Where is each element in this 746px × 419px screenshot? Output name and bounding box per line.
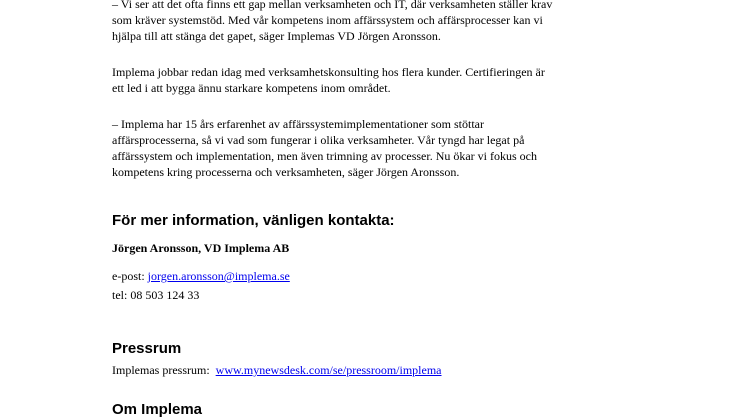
body-paragraph-2 bbox=[112, 64, 632, 96]
text-line: hjälpa till att stänga det gapet, säger Implemas VD Jörgen Aronsson. bbox=[112, 29, 441, 43]
press-label: Implemas pressrum: bbox=[112, 363, 216, 377]
quote-paragraph-1 bbox=[112, 0, 632, 44]
press-heading: Pressrum bbox=[112, 340, 182, 357]
press-line bbox=[112, 362, 632, 378]
email-label: e-post: bbox=[112, 269, 148, 283]
contact-phone: tel: 08 503 124 33 bbox=[112, 288, 200, 302]
about-heading: Om Implema bbox=[112, 401, 203, 418]
email-link[interactable]: jorgen.aronsson@implema.se bbox=[147, 269, 290, 283]
text-line: affärsprocesserna, så vi vad som fungerar i olika verksamheter. Vår tyngd har legat på bbox=[112, 133, 525, 147]
text-line: – Vi ser att det ofta finns ett gap mellan verksamheten och IT, där verksamheten ställer krav bbox=[112, 0, 553, 11]
text-line: – Implema har 15 års erfarenhet av affärssystemimplementationer som stöttar bbox=[112, 117, 484, 131]
contact-email-line bbox=[112, 268, 632, 284]
quote-paragraph-3 bbox=[112, 116, 632, 180]
text-line: ett led i att bygga ännu starkare kompetens inom området. bbox=[112, 81, 391, 95]
text-line: Implema jobbar redan idag med verksamhetskonsulting hos flera kunder. Certifieringen är bbox=[112, 65, 545, 79]
contact-heading: För mer information, vänligen kontakta: bbox=[112, 212, 395, 229]
contact-name: Jörgen Aronsson, VD Implema AB bbox=[112, 241, 290, 255]
pressroom-link[interactable]: www.mynewsdesk.com/se/pressroom/implema bbox=[215, 363, 442, 377]
text-line: kompetens kring processerna och verksamheten, säger Jörgen Aronsson. bbox=[112, 165, 460, 179]
text-line: affärssystem och implementation, men även trimning av processer. Nu ökar vi fokus och bbox=[112, 149, 538, 163]
text-line: som kräver systemstöd. Med vår kompetens inom affärssystem och affärsprocesser kan vi bbox=[112, 13, 543, 27]
